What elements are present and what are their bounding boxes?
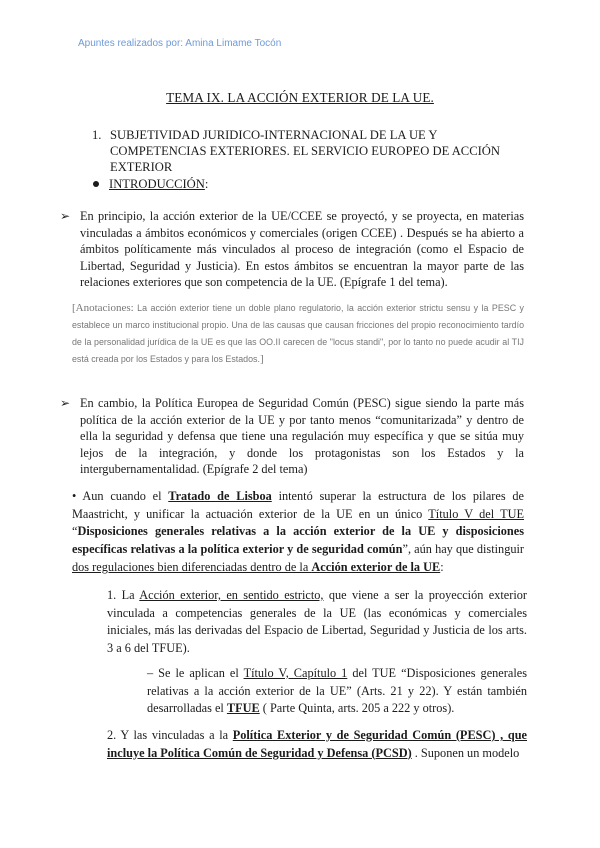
arrow-bullet-icon: ➢ <box>60 209 71 223</box>
lisboa-text-3: “ <box>72 524 78 539</box>
lisboa-text-2: intentó superar la estructura de los pilares de Maastricht, y unificar la actuación exterior de la UE en un único <box>72 489 524 521</box>
paragraph-principio-text: En principio, la acción exterior de la UE/CCEE se proyectó, y se proyecta, en materias vinculadas a ámbitos económicos y comerciales (origen CCEE) . Después se ha abierto a ámbitos políticamente más vinculados al proceso de integración (como el Espacio de Libertad, Seguridad y Justicia). En estos ámbitos se encuentran la mayor parte de las relaciones exteriores que son competencia de la UE. (Epígrafe 1 del tema). <box>80 209 524 290</box>
intro-heading <box>93 177 208 192</box>
paragraph-pesc-text: En cambio, la Política Europea de Seguridad Común (PESC) sigue siendo la parte más política de la acción exterior de la UE y por tanto menos “comunitarizada” y dentro de ella la seguridad y defensa que tiene una regulación muy específica y que se sitúa muy lejos de la integración, y donde los protagonistas son los Estados y la intergubernamentalidad. (Epígrafe 2 del tema) <box>80 396 524 477</box>
note-close-bracket: ] <box>259 353 264 365</box>
lisboa-text-5: : <box>440 559 444 574</box>
section-heading <box>92 127 532 175</box>
intro-colon: : <box>204 177 209 191</box>
item1-number: 1. La <box>107 588 140 602</box>
page-title: TEMA IX. LA ACCIÓN EXTERIOR DE LA UE. <box>166 90 434 105</box>
note-label: Anotaciones: <box>75 302 134 314</box>
item2-text: . Suponen un modelo <box>411 745 520 760</box>
lisboa-text-1: Aun cuando el <box>76 489 169 503</box>
small-bullet-icon: • <box>72 489 77 503</box>
paragraph-pesc <box>60 395 524 478</box>
note-text: La acción exterior tiene un doble plano regulatorio, la acción exterior strictu sensu y la PESC y establece un marco institucional propio. Una de las causas que causan fricciones del propio reconocimiento tardío de la personalidad jurídica de la UE es que las OO.II carecen de "locus standi", por lo tanto no puede acudir al TIJ está creada por los Estados y para los Estados. <box>72 303 524 364</box>
lisboa-text-4: ”, aún hay que distinguir <box>402 542 525 557</box>
accion-exterior-ue: Acción exterior de la UE <box>311 559 441 574</box>
sub-text-2: del TUE “Disposiciones generales relativas a la acción exterior de la UE” (Arts. 21 y 22). Y están también desarrolladas el <box>147 666 527 716</box>
item2-number: 2. Y las vinculadas a la <box>107 728 233 742</box>
dos-regulaciones: dos regulaciones bien diferenciadas dentro de la <box>72 559 312 574</box>
sub-text-3: ( Parte Quinta, arts. 205 a 222 y otros). <box>259 701 455 716</box>
titulo-v-tue: Título V del TUE <box>428 506 525 521</box>
titulo-v-capitulo-1: Título V, Capítulo 1 <box>243 666 348 680</box>
sub-text-1: – Se le aplican el <box>147 666 244 680</box>
note-open-bracket: [ <box>72 302 76 314</box>
list-item-2 <box>107 727 527 762</box>
paragraph-principio <box>60 208 524 291</box>
tfue-label: TFUE <box>226 701 260 716</box>
item2-label: Política Exterior y de Seguridad Común (PESC) , que incluye la Política Común de Seguridad y Defensa (PCSD) <box>107 728 527 760</box>
item1-label: Acción exterior, en sentido estricto, <box>139 588 324 602</box>
bullet-dot-icon <box>93 181 99 187</box>
disposiciones-title: Disposiciones generales relativas a la acción exterior de la UE y disposiciones específicas relativas a la política exterior y de seguridad común <box>72 524 524 557</box>
paragraph-lisboa <box>72 488 524 577</box>
item1-text: que viene a ser la proyección exterior vinculada a competencias generales de la UE (las económicas y comerciales iniciales, más las derivadas del Espacio de Libertad, Seguridad y Justicia de los arts. 3 a 6 del TFUE). <box>107 588 527 655</box>
section-number: 1. <box>92 128 102 142</box>
section-title: SUBJETIVIDAD JURIDICO-INTERNACIONAL DE LA UE Y COMPETENCIAS EXTERIORES. EL SERVICIO EUROPEO DE ACCIÓN EXTERIOR <box>110 128 500 174</box>
treaty-name: Tratado de Lisboa <box>168 489 272 503</box>
list-item-1 <box>107 587 527 657</box>
intro-label: INTRODUCCIÓN <box>109 177 205 191</box>
sub-item <box>147 665 527 718</box>
arrow-bullet-icon: ➢ <box>60 396 71 410</box>
annotation-note <box>72 300 524 368</box>
author-header: Apuntes realizados por: Amina Limame Tocón <box>78 38 282 49</box>
